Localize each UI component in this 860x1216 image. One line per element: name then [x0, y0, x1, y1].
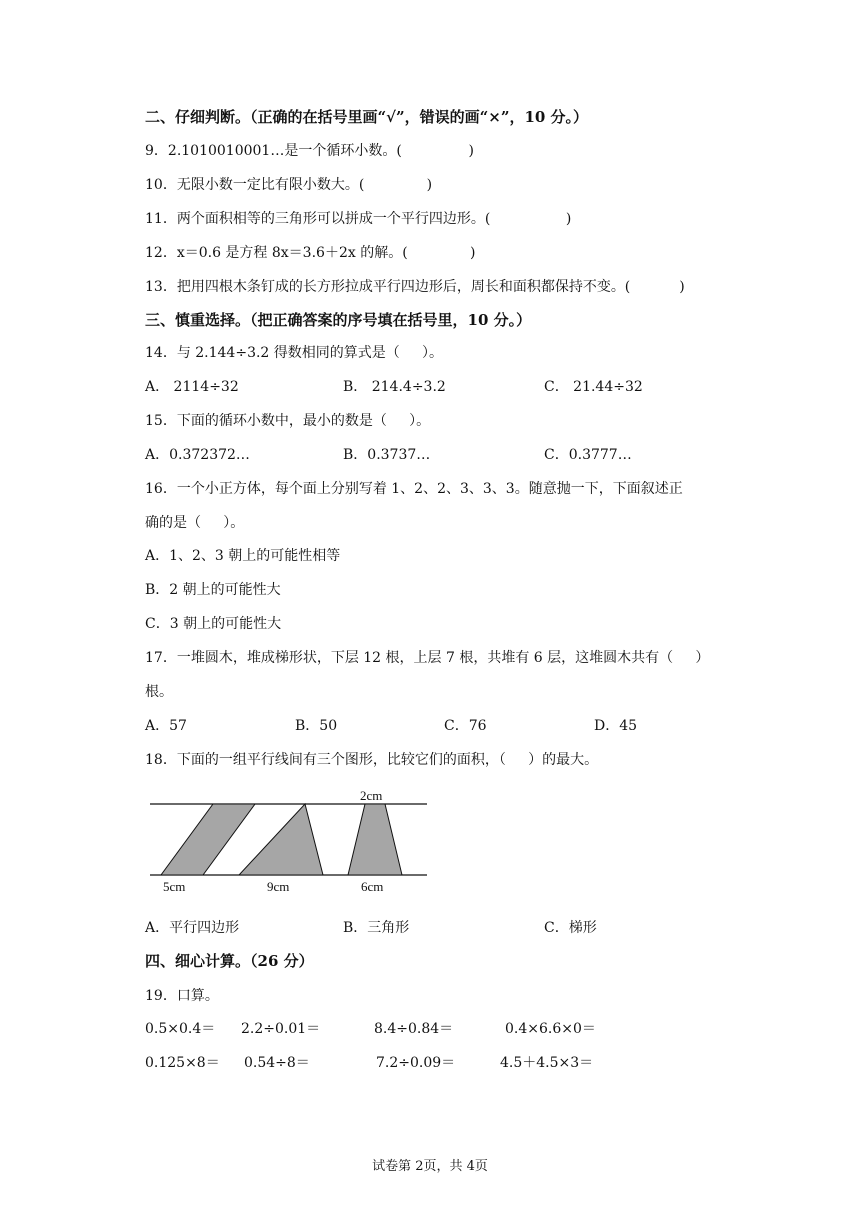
page-footer: 试卷第 2页，共 4页: [372, 1159, 488, 1174]
section-4-title: 四、细心计算。（26 分）: [145, 952, 314, 970]
question-15-option-c: C．0.3777…: [544, 447, 632, 463]
question-17-option-d: D．45: [594, 718, 638, 734]
parallelogram-shape: [161, 804, 255, 875]
question-16-option-b: B．2 朝上的可能性大: [145, 582, 281, 598]
question-14-option-b: B． 214.4÷3.2: [343, 379, 446, 395]
trapezoid-top-label: 2cm: [360, 788, 383, 803]
question-15-option-a: A．0.372372…: [145, 447, 250, 463]
parallelogram-base-label: 5cm: [163, 879, 186, 894]
trapezoid-base-label: 6cm: [361, 879, 384, 894]
question-18-stem: 18．下面的一组平行线间有三个图形，比较它们的面积，（ ）的最大。: [145, 752, 599, 768]
question-18-option-a: A．平行四边形: [145, 920, 240, 936]
question-18-option-c: C．梯形: [544, 920, 597, 936]
calc-item: 2.2÷0.01＝: [241, 1021, 321, 1037]
question-17-stem-line-1: 17．一堆圆木，堆成梯形状，下层 12 根，上层 7 根，共堆有 6 层，这堆圆木共有（ ）: [145, 650, 710, 666]
triangle-base-label: 9cm: [267, 879, 290, 894]
section-2-title: 二、仔细判断。（正确的在括号里画“√”，错误的画“×”，10 分。）: [145, 108, 589, 126]
calc-item: 0.4×6.6×0＝: [505, 1021, 596, 1037]
question-16-stem-line-1: 16．一个小正方体，每个面上分别写着 1、2、2、3、3、3。随意抛一下，下面叙述正: [145, 481, 683, 497]
calc-item: 0.54÷8＝: [244, 1055, 310, 1071]
question-16-stem-line-2: 确的是（ ）。: [145, 515, 245, 531]
question-10: 10．无限小数一定比有限小数大。( ): [145, 177, 433, 193]
question-13: 13．把用四根木条钉成的长方形拉成平行四边形后，周长和面积都保持不变。( ): [145, 279, 685, 295]
triangle-shape: [239, 804, 323, 875]
calc-item: 0.125×8＝: [145, 1055, 220, 1071]
question-14-option-a: A． 2114÷32: [145, 379, 239, 395]
question-9: 9．2.1010010001…是一个循环小数。( ): [145, 143, 475, 159]
question-17-option-b: B．50: [295, 718, 338, 734]
trapezoid-shape: [348, 804, 402, 875]
question-17-option-c: C．76: [444, 718, 487, 734]
question-11: 11．两个面积相等的三角形可以拼成一个平行四边形。( ): [145, 211, 572, 227]
calc-item: 0.5×0.4＝: [145, 1021, 216, 1037]
parallel-lines-figure: [145, 784, 435, 896]
calc-item: 8.4÷0.84＝: [374, 1021, 454, 1037]
calc-item: 4.5＋4.5×3＝: [500, 1055, 594, 1071]
question-15-stem: 15．下面的循环小数中，最小的数是（ ）。: [145, 413, 431, 429]
question-19-stem: 19．口算。: [145, 988, 219, 1004]
question-18-option-b: B．三角形: [343, 920, 410, 936]
question-12: 12．x＝0.6 是方程 8x＝3.6＋2x 的解。( ): [145, 245, 476, 261]
question-17-option-a: A．57: [145, 718, 187, 734]
question-14-option-c: C． 21.44÷32: [544, 379, 643, 395]
question-16-option-a: A．1、2、3 朝上的可能性相等: [145, 548, 341, 564]
question-14-stem: 14．与 2.144÷3.2 得数相同的算式是（ ）。: [145, 345, 444, 361]
question-15-option-b: B．0.3737…: [343, 447, 431, 463]
question-16-option-c: C．3 朝上的可能性大: [145, 616, 282, 632]
calc-item: 7.2÷0.09＝: [376, 1055, 456, 1071]
question-17-stem-line-2: 根。: [145, 684, 173, 700]
section-3-title: 三、慎重选择。（把正确答案的序号填在括号里，10 分。）: [145, 311, 532, 329]
